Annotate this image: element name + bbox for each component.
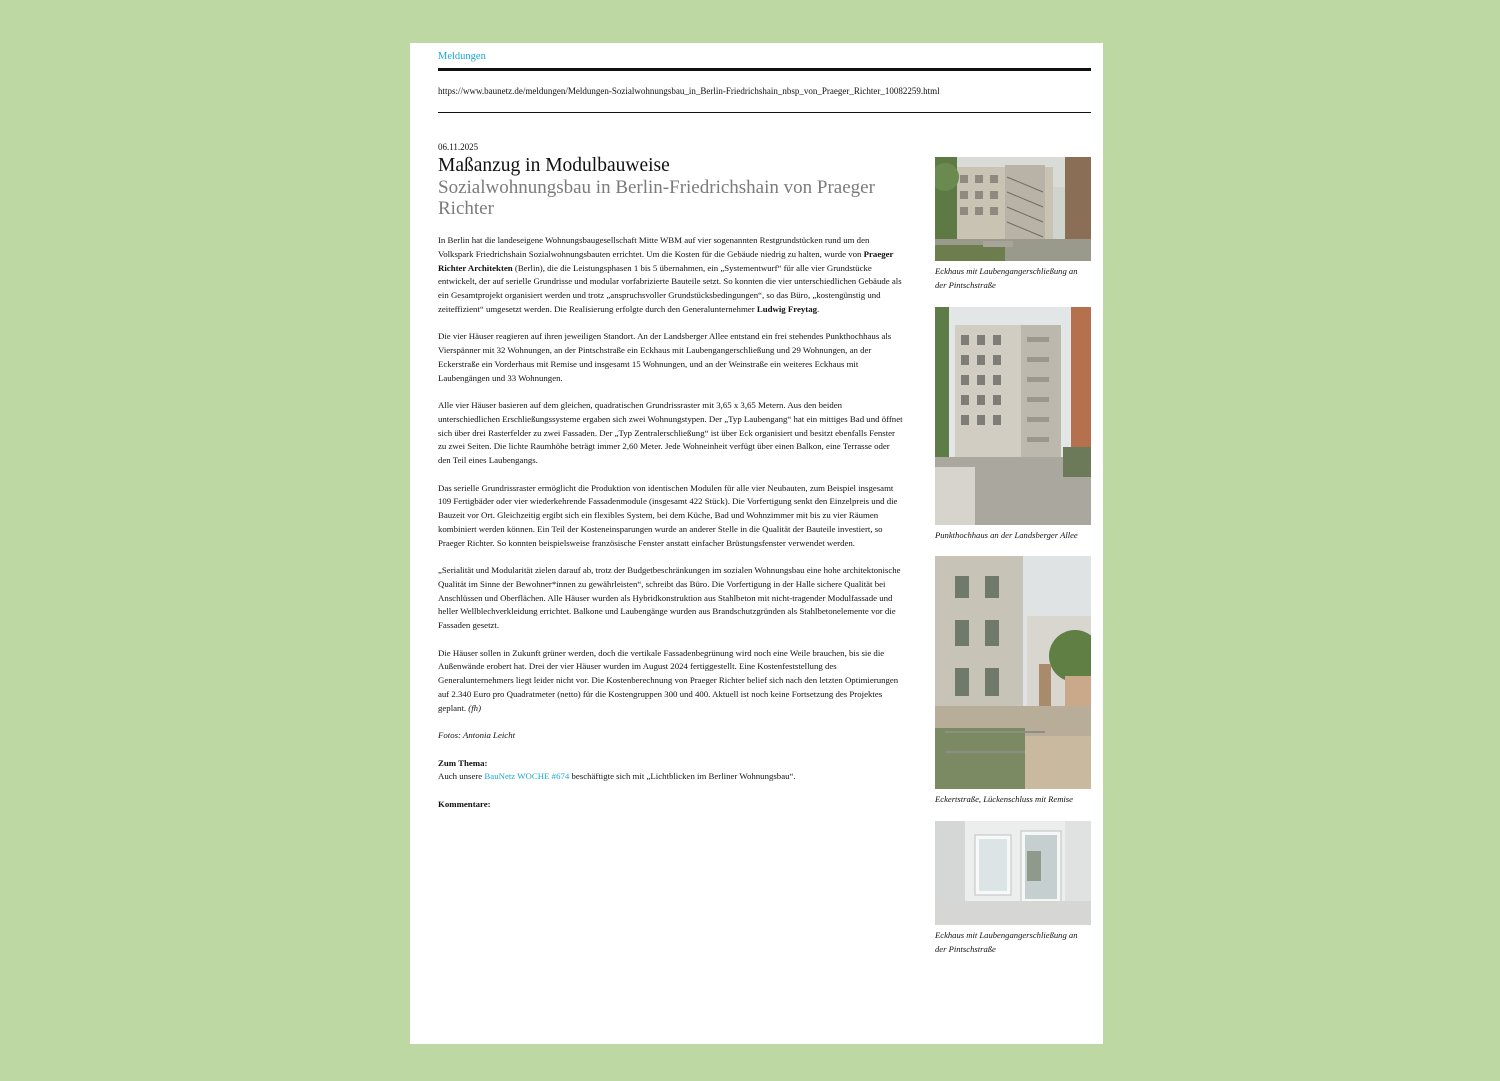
photo-caption: Eckhaus mit Laubengangerschließung an der Pintschstraße [935,930,1078,954]
baunetz-woche-link[interactable]: BauNetz WOCHE #674 [484,771,570,782]
paragraph-1: In Berlin hat die landeseigene Wohnungsbaugesellschaft Mitte WBM auf vier sogenannten Restgrundstücken rund um den Volkspark Friedrichshain Sozialwohnungsbauten errichtet. Um die Kosten für die Gebäude niedrig zu halten, wurde von Praeger Richter Architekten (Berlin), die die Leistungsphasen 1 bis 5 übernahmen, ein „Systementwurf“ für alle vier Grundstücke entwickelt, der auf serielle Grundrisse und modular vorfabrizierte Bauteile setzt. So konnten die vier unterschiedlichen Gebäude als ein Gesamtprojekt organisiert werden und trotz „anspruchsvoller Grundstücksbedingungen“, so das Büro, „kostengünstig und zeiteffizient“ umgesetzt werden. Die Realisierung erfolgte durch den Generalunternehmer Ludwig Freytag. [438,235,902,314]
photo-eckhaus-pintschstrasse[interactable] [935,157,1091,261]
photo-figure [935,556,1091,807]
article-subtitle: Sozialwohnungsbau in Berlin-Friedrichshain von Praeger Richter [438,177,875,219]
comments-label: Kommentare: [438,798,491,809]
photo-eckertstrasse-remise[interactable] [935,556,1091,789]
url-rule [438,112,1091,113]
photo-punkthochhaus-landsberger-allee[interactable] [935,307,1091,525]
section-label[interactable]: Meldungen [438,51,486,62]
architect-name: Praeger Richter Architekten [438,248,894,273]
paragraph-3: Alle vier Häuser basieren auf dem gleichen, quadratischen Grundrissraster mit 3,65 x 3,65 Metern. Aus den beiden unterschiedlichen Erschließungssysteme ergaben sich zwei Wohnungstypen. Der „Typ Laubengang“ hat ein mittiges Bad und öffnet sich über drei Rasterfelder zu zwei Fassaden. Der „Typ Zentralerschließung“ ist über Eck organisiert und besitzt ebenfalls Fenster zu zwei Seiten. Die lichte Raumhöhe beträgt immer 2,60 Meter. Jede Wohneinheit verfügt über einen Balkon, eine Terrasse oder den Teil eines Laubengangs. [438,400,903,465]
photo-figure [935,307,1091,543]
document-page [410,43,1103,1044]
topic-text: Auch unsere BauNetz WOCHE #674 beschäftigte sich mit „Lichtblicken im Berliner Wohnungsbau“. [438,771,796,782]
paragraph-2: Die vier Häuser reagieren auf ihren jeweiligen Standort. An der Landsberger Allee entstand ein frei stehendes Punkthochhaus als Vierspänner mit 32 Wohnungen, an der Pintschstraße ein Eckhaus mit Laubengangerschließung und 29 Wohnungen, an der Eckerstraße ein Vorderhaus mit Remise und insgesamt 15 Wohnungen, und an der Weinstraße ein weiteres Eckhaus mit Laubengängen und 33 Wohnungen. [438,331,892,383]
contractor-name: Ludwig Freytag [756,303,818,314]
photo-caption: Eckhaus mit Laubengangerschließung an der Pintschstraße [935,266,1078,290]
topic-label: Zum Thema: [438,757,488,768]
article-body [438,234,904,812]
paragraph-4: Das serielle Grundrissraster ermöglicht die Produktion von identischen Modulen für alle vier Neubauten, zum Beispiel insgesamt 109 Fertigbäder oder vier wiederkehrende Fassadenmodule (insgesamt 422 Stück). Die Vorfertigung senkt den Einzelpreis und die Bauzeit vor Ort. Gleichzeitig ergibt sich ein flexibles System, bei dem Küche, Bad und Wohnzimmer mit bis zu vier Räumen kombiniert werden können. Ein Teil der Kosteneinsparungen wurde an anderer Stelle in die Qualität der Bauteile investiert, so Praeger Richter. So konnten beispielsweise französische Fenster anstatt einfacher Brüstungsfenster verwendet werden. [438,482,898,548]
article-date: 06.11.2025 [438,142,479,152]
author-initials: (fh) [468,702,481,713]
photo-figure [935,821,1091,957]
photo-sidebar [935,157,1091,971]
photo-interior-pintschstrasse[interactable] [935,821,1091,925]
photo-credits: Fotos: Antonia Leicht [438,730,516,740]
paragraph-5: „Serialität und Modularität zielen darauf ab, trotz der Budgetbeschränkungen im sozialen Wohnungsbau eine hohe architektonische Qualität im Sinne der Bewohner*innen zu gewährleisten“, schreibt das Büro. Die Vorfertigung in der Halle sichere Qualität bei Anschlüssen und Oberflächen. Alle Häuser wurden als Hybridkonstruktion aus Stahlbeton mit nicht-tragender Modulfassade und heller Wellblechverkleidung errichtet. Balkone und Laubengänge wurden aus Brandschutzgründen als Stahlbetonelemente vor die Fassaden gesetzt. [438,565,901,630]
paragraph-6: Die Häuser sollen in Zukunft grüner werden, doch die vertikale Fassadenbegrünung wird noch eine Weile brauchen, bis sie die Außenwände erobert hat. Drei der vier Häuser wurden im August 2024 fertiggestellt. Eine Kostenfeststellung des Generalunternehmers liegt leider nicht vor. Die Kostenberechnung von Praeger Richter belief sich nach den letzten Optimierungen auf 2.340 Euro pro Quadratmeter (netto) für die Kostengruppen 300 und 400. Aktuell ist noch keine Fortsetzung des Projektes geplant. (fh) [438,647,899,713]
header-rule [438,68,1091,71]
photo-caption: Punkthochhaus an der Landsberger Allee [935,529,1078,540]
article [438,142,904,812]
photo-caption: Eckertstraße, Lückenschluss mit Remise [935,794,1073,805]
page-url: https://www.baunetz.de/meldungen/Meldungen-Sozialwohnungsbau_in_Berlin-Friedrichshain_nbsp_von_Praeger_Richter_10082259.html [438,86,940,96]
photo-figure [935,157,1091,293]
article-title: Maßanzug in Modulbauweise [438,155,670,176]
